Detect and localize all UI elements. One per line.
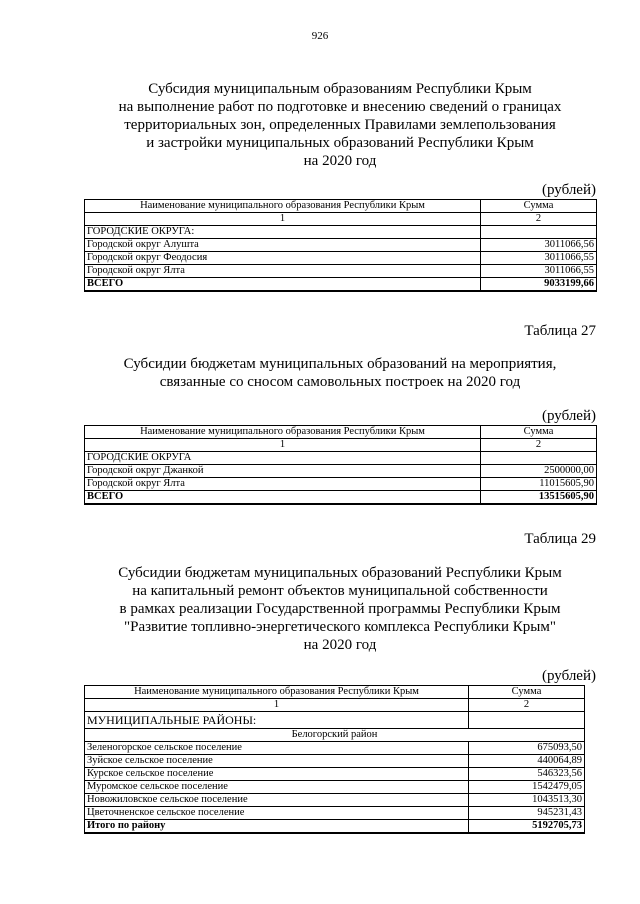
row-name: Городской округ Алушта [85, 239, 481, 252]
units-label: (рублей) [541, 668, 596, 684]
header-row [85, 426, 597, 439]
header-amount: Сумма [481, 426, 597, 439]
title-line: на 2020 год [303, 637, 377, 653]
group-row [85, 226, 597, 239]
row-name: Новожиловское сельское поселение [85, 794, 469, 807]
title-line: связанные со сносом самовольных построек на 2020 год [159, 374, 521, 390]
total-row [85, 278, 597, 292]
group-label: МУНИЦИПАЛЬНЫЕ РАЙОНЫ: [85, 712, 469, 729]
col-number: 1 [85, 439, 481, 452]
district-row [85, 729, 585, 742]
total-label: Итого по району [85, 820, 469, 834]
row-amount: 3011066,56 [481, 239, 597, 252]
group-row [85, 712, 585, 729]
col-number: 2 [481, 213, 597, 226]
col-number-row [85, 699, 585, 712]
header-row [85, 200, 597, 213]
district-label: Белогорский район [85, 729, 585, 742]
table-row [85, 265, 597, 278]
row-name: Городской округ Джанкой [85, 465, 481, 478]
header-name: Наименование муниципального образования Республики Крым [85, 426, 481, 439]
row-amount: 11015605,90 [481, 478, 597, 491]
row-name: Городской округ Ялта [85, 478, 481, 491]
total-label: ВСЕГО [85, 278, 481, 292]
row-name: Городской округ Феодосия [85, 252, 481, 265]
col-number: 2 [469, 699, 585, 712]
row-amount: 3011066,55 [481, 252, 597, 265]
group-row [85, 452, 597, 465]
row-amount: 1043513,30 [469, 794, 585, 807]
table-row [85, 252, 597, 265]
title-line: на выполнение работ по подготовке и внесению сведений о границах [118, 99, 562, 115]
table-label: Таблица 29 [524, 531, 596, 547]
row-amount: 675093,50 [469, 742, 585, 755]
total-amount: 5192705,73 [469, 820, 585, 834]
row-name: Цветочненское сельское поселение [85, 807, 469, 820]
table-row [85, 742, 585, 755]
section2-table [84, 425, 597, 505]
col-number: 1 [85, 213, 481, 226]
section2-title [80, 355, 600, 391]
header-name: Наименование муниципального образования Республики Крым [85, 200, 481, 213]
row-name: Курское сельское поселение [85, 768, 469, 781]
table-row [85, 478, 597, 491]
table-row [85, 465, 597, 478]
total-row [85, 491, 597, 505]
group-label: ГОРОДСКИЕ ОКРУГА [85, 452, 481, 465]
section1-title [80, 80, 600, 170]
total-amount: 9033199,66 [481, 278, 597, 292]
col-number: 1 [85, 699, 469, 712]
header-amount: Сумма [469, 686, 585, 699]
row-amount: 2500000,00 [481, 465, 597, 478]
page-number: 926 [311, 30, 329, 42]
section3-title [80, 564, 600, 654]
section3-table [84, 685, 585, 834]
title-line: и застройки муниципальных образований Республики Крым [146, 135, 534, 151]
title-line: Субсидии бюджетам муниципальных образований на мероприятия, [123, 356, 557, 372]
title-line: на 2020 год [303, 153, 377, 169]
row-name: Зуйское сельское поселение [85, 755, 469, 768]
row-amount: 440064,89 [469, 755, 585, 768]
table-row [85, 755, 585, 768]
row-name: Муромское сельское поселение [85, 781, 469, 794]
section1-table [84, 199, 597, 292]
row-amount: 945231,43 [469, 807, 585, 820]
table-row [85, 768, 585, 781]
table-row [85, 239, 597, 252]
title-line: "Развитие топливно-энергетического комплекса Республики Крым" [123, 619, 557, 635]
table-row [85, 794, 585, 807]
row-name: Зеленогорское сельское поселение [85, 742, 469, 755]
row-amount: 546323,56 [469, 768, 585, 781]
row-amount: 3011066,55 [481, 265, 597, 278]
total-amount: 13515605,90 [481, 491, 597, 505]
title-line: территориальных зон, определенных Правилами землепользования [124, 117, 556, 133]
units-label: (рублей) [541, 408, 596, 424]
table-label: Таблица 27 [524, 323, 596, 339]
row-name: Городской округ Ялта [85, 265, 481, 278]
header-name: Наименование муниципального образования Республики Крым [85, 686, 469, 699]
total-label: ВСЕГО [85, 491, 481, 505]
title-line: в рамках реализации Государственной программы Республики Крым [119, 601, 561, 617]
col-number-row [85, 213, 597, 226]
group-label: ГОРОДСКИЕ ОКРУГА: [85, 226, 481, 239]
units-label: (рублей) [541, 182, 596, 198]
header-row [85, 686, 585, 699]
header-amount: Сумма [481, 200, 597, 213]
col-number-row [85, 439, 597, 452]
table-row [85, 807, 585, 820]
row-amount: 1542479,05 [469, 781, 585, 794]
table-row [85, 781, 585, 794]
col-number: 2 [481, 439, 597, 452]
title-line: Субсидия муниципальным образованиям Республики Крым [148, 81, 532, 97]
title-line: на капитальный ремонт объектов муниципальной собственности [132, 583, 548, 599]
title-line: Субсидии бюджетам муниципальных образований Республики Крым [118, 565, 562, 581]
total-row [85, 820, 585, 834]
